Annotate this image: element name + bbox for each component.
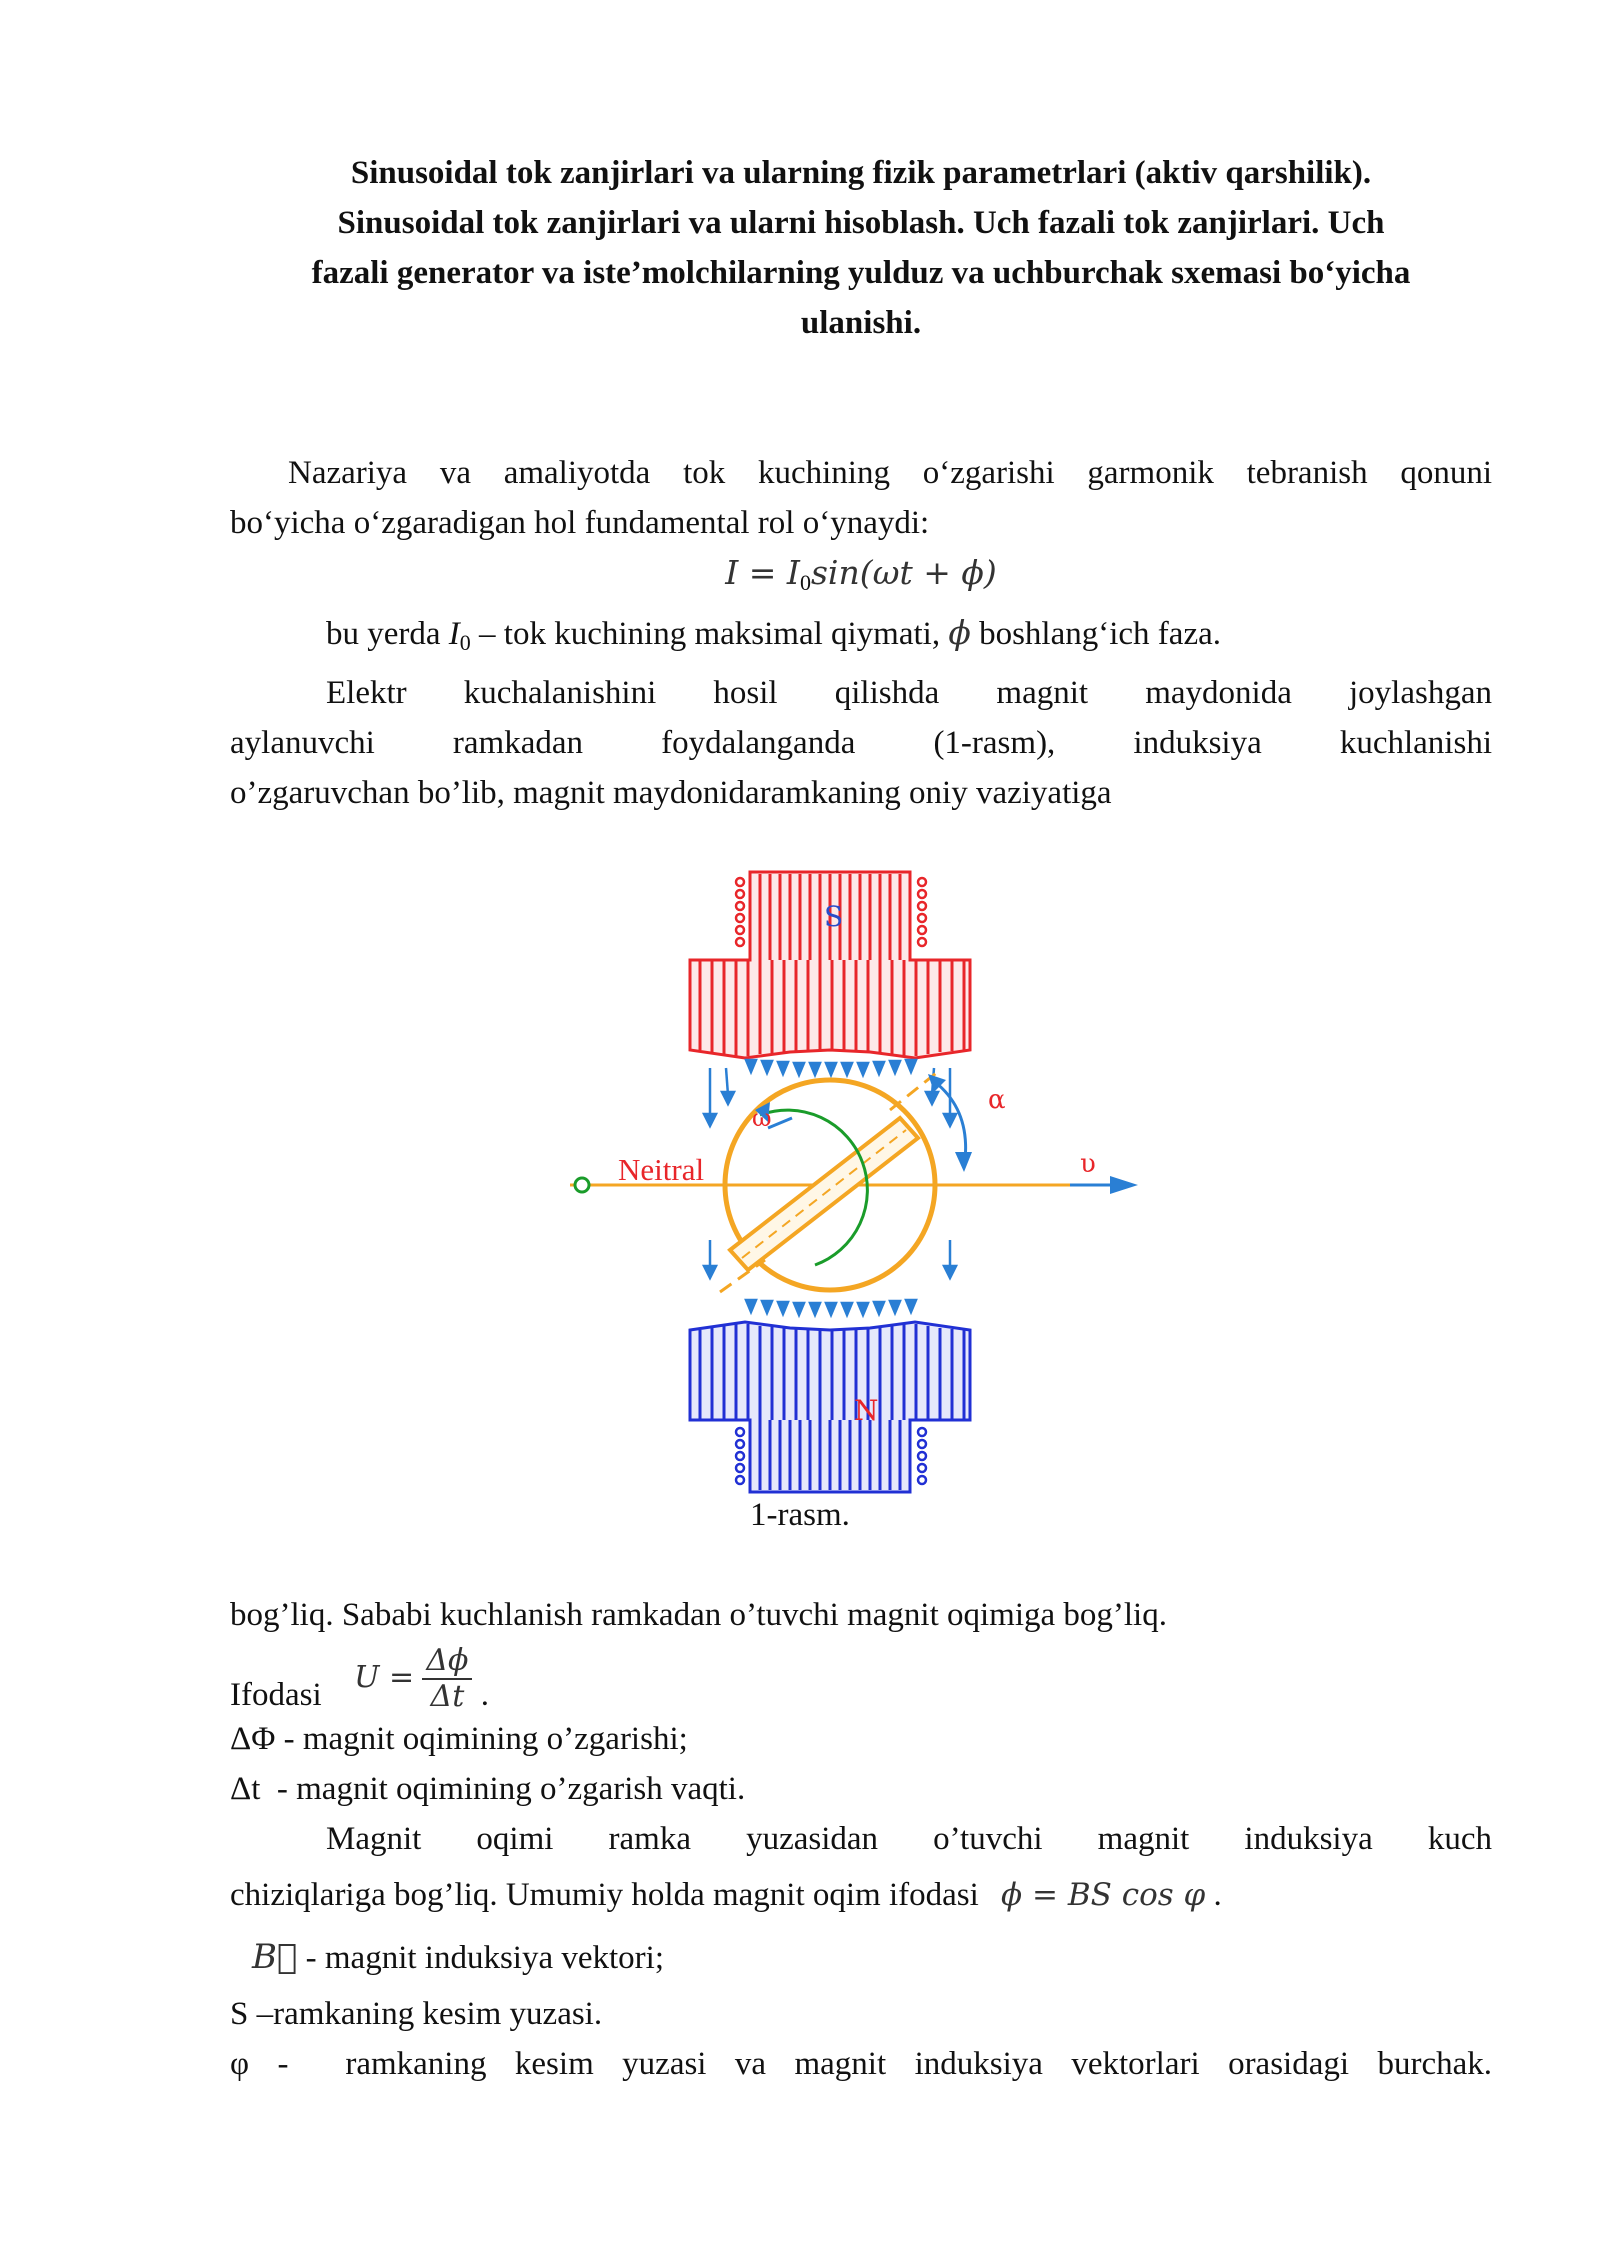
north-label: N [854,1394,879,1427]
paragraph-line: o’zgaruvchan bo’lib, magnit maydonidaramkaning oniy vaziyatiga [230,775,1112,811]
paragraph-line: chiziqlariga bog’liq. Umumiy holda magnit oqim ifodasi ϕ = BS cos φ . [230,1877,1222,1913]
paragraph-line: Magnit oqimi ramka yuzasidan o’tuvchi magnit induksiya kuch [326,1821,1492,1857]
definition-line: S –ramkaning kesim yuzasi. [230,1996,603,2032]
formula-sinusoid: $I = I_0\sin(\omega t + \phi)$ [725,553,997,595]
paragraph-line: aylanuvchi ramkadan foydalanganda (1-rasm), induksiya kuchlanishi [230,725,1492,761]
south-label: S [824,900,844,933]
definition-line: Δt - magnit oqimining o’zgarish vaqti. [230,1771,746,1807]
omega-label: ω [752,1104,772,1132]
definition-line: ΔΦ - magnit oqimining o’zgarishi; [230,1721,688,1757]
ifoda-line: Ifodasi U = $\frac{\Delta\phi}{\Delta t}$ . [230,1643,489,1715]
fraction: $\frac{\Delta\phi}{\Delta t}$ [422,1644,472,1714]
north-pole [690,1322,970,1492]
alpha-label: α [988,1085,1006,1115]
title-line: ulanishi. [800,305,922,341]
neutral-terminal [575,1178,589,1192]
paragraph-line: Nazariya va amaliyotda tok kuchining o‘zgarishi garmonik tebranish qonuni [288,455,1492,491]
velocity-arrow [965,1176,1138,1194]
document-page [230,148,1492,818]
paragraph-line: bo‘yicha o‘zgaradigan hol fundamental rol o‘ynaydi: [230,505,930,541]
title-line: fazali generator va iste’molchilarning yulduz va uchburchak sxemasi bo‘yicha [311,255,1411,291]
paragraph-line: Elektr kuchalanishini hosil qilishda magnit maydonida joylashgan [326,675,1492,711]
generator-diagram [570,860,1170,1500]
figure-caption: 1-rasm. [750,1497,850,1533]
south-pole [690,872,970,1058]
definition-line: φ - ramkaning kesim yuzasi va magnit induksiya vektorlari orasidagi burchak. [230,2046,1492,2082]
paragraph-line: bu yerda $I_0$ – tok kuchining maksimal qiymati, ϕ boshlang‘ich faza. [326,613,1221,655]
neitral-label: Neitral [618,1152,705,1187]
title-line: Sinusoidal tok zanjirlari va ularni hisoblash. Uch fazali tok zanjirlari. Uch [337,205,1385,241]
document-page-lower [230,1590,1492,2089]
paragraph-line: bog’liq. Sababi kuchlanish ramkadan o’tuvchi magnit oqimiga bog’liq. [230,1597,1167,1633]
title-line: Sinusoidal tok zanjirlari va ularning fizik parametrlari (aktiv qarshilik). [350,155,1372,191]
definition-line: B⃗ - magnit induksiya vektori; [252,1937,664,1977]
velocity-label: υ [1080,1149,1096,1179]
